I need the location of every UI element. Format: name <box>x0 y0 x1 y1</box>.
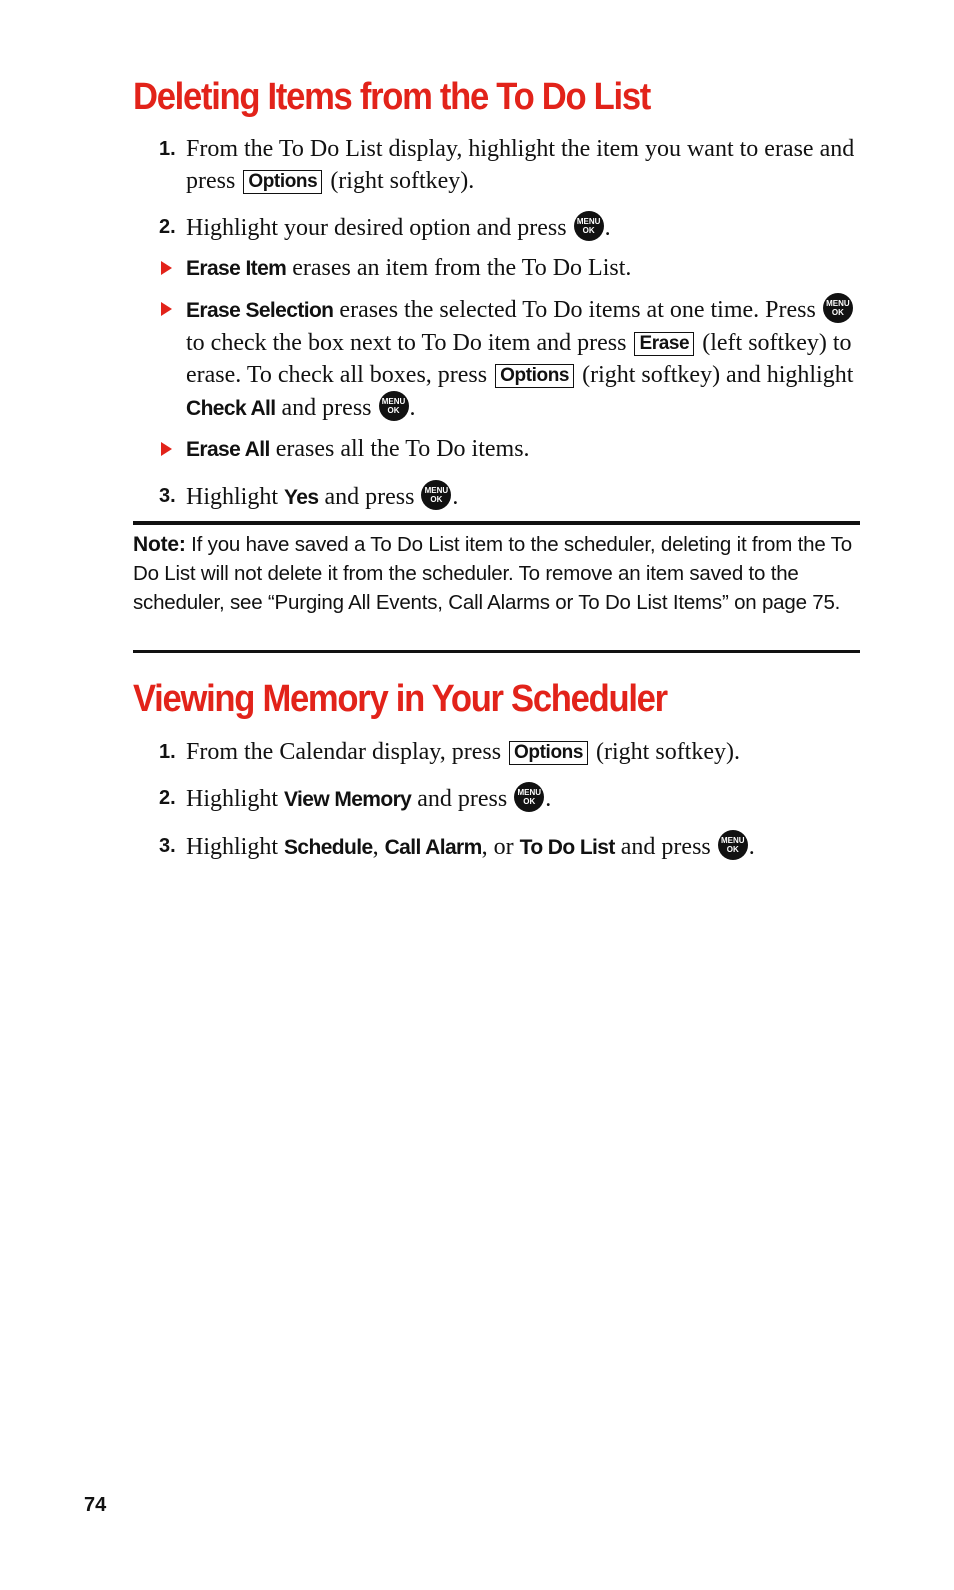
bullet-erase-item: Erase Item erases an item from the To Do List. <box>133 252 860 285</box>
option-term: To Do List <box>519 836 615 859</box>
section-title-viewing-memory: Viewing Memory in Your Scheduler <box>133 678 667 720</box>
note-label: Note: <box>133 533 186 556</box>
step-2: 2. Highlight View Memory and press MENU OK . <box>133 782 860 816</box>
menu-ok-key-icon: MENU OK <box>421 480 451 510</box>
section-deleting-items-steps <box>133 133 860 514</box>
option-term: Erase All <box>186 438 270 461</box>
menu-ok-key-icon: MENU OK <box>514 782 544 812</box>
triangle-bullet-icon <box>161 261 172 275</box>
bullet-erase-selection: Erase Selection erases the selected To Do items at one time. Press MENU OK to check the box next to To Do item and press Erase (left softkey) to erase. To check all boxes, press Options (right softkey) and highlight Check All and press MENU OK . <box>133 293 860 425</box>
option-term: View Memory <box>284 788 412 811</box>
menu-ok-key-icon: MENU OK <box>718 830 748 860</box>
step-number: 3. <box>159 835 176 857</box>
step-2: 2. Highlight your desired option and press MENU OK . <box>133 211 860 244</box>
note-text: If you have saved a To Do List item to the scheduler, deleting it from the To Do List will not delete it from the scheduler. To remove an item saved to the scheduler, see “Purging All Events, Call Alarms or To Do List Items” on page 75. <box>133 533 852 614</box>
step-number: 1. <box>159 138 176 160</box>
step-number: 2. <box>159 787 176 809</box>
options-softkey: Options <box>243 170 322 194</box>
menu-ok-key-icon: MENU OK <box>823 293 853 323</box>
option-term: Erase Item <box>186 257 287 280</box>
option-term: Yes <box>284 486 319 509</box>
option-term: Call Alarm <box>384 836 482 859</box>
menu-ok-key-icon: MENU OK <box>379 391 409 421</box>
options-softkey: Options <box>509 741 588 765</box>
step-number: 2. <box>159 216 176 238</box>
step-1: 1. From the To Do List display, highlight the item you want to erase and press Options (right softkey). <box>133 133 860 197</box>
step-1: 1. From the Calendar display, press Options (right softkey). <box>133 736 860 768</box>
triangle-bullet-icon <box>161 302 172 316</box>
note-box <box>133 521 860 653</box>
options-softkey: Options <box>495 364 574 388</box>
page-number: 74 <box>84 1494 107 1516</box>
step-number: 1. <box>159 741 176 763</box>
erase-softkey: Erase <box>634 332 694 356</box>
triangle-bullet-icon <box>161 442 172 456</box>
step-3: 3. Highlight Schedule, Call Alarm, or To Do List and press MENU OK . <box>133 830 860 864</box>
step-number: 3. <box>159 485 176 507</box>
menu-ok-key-icon: MENU OK <box>574 211 604 241</box>
section-viewing-memory-steps <box>133 736 860 864</box>
option-term: Erase Selection <box>186 299 334 322</box>
bullet-erase-all: Erase All erases all the To Do items. <box>133 433 860 466</box>
section-title-deleting-items: Deleting Items from the To Do List <box>133 76 651 118</box>
option-term: Check All <box>186 397 276 420</box>
step-3: 3. Highlight Yes and press MENU OK . <box>133 480 860 514</box>
option-term: Schedule <box>284 836 373 859</box>
